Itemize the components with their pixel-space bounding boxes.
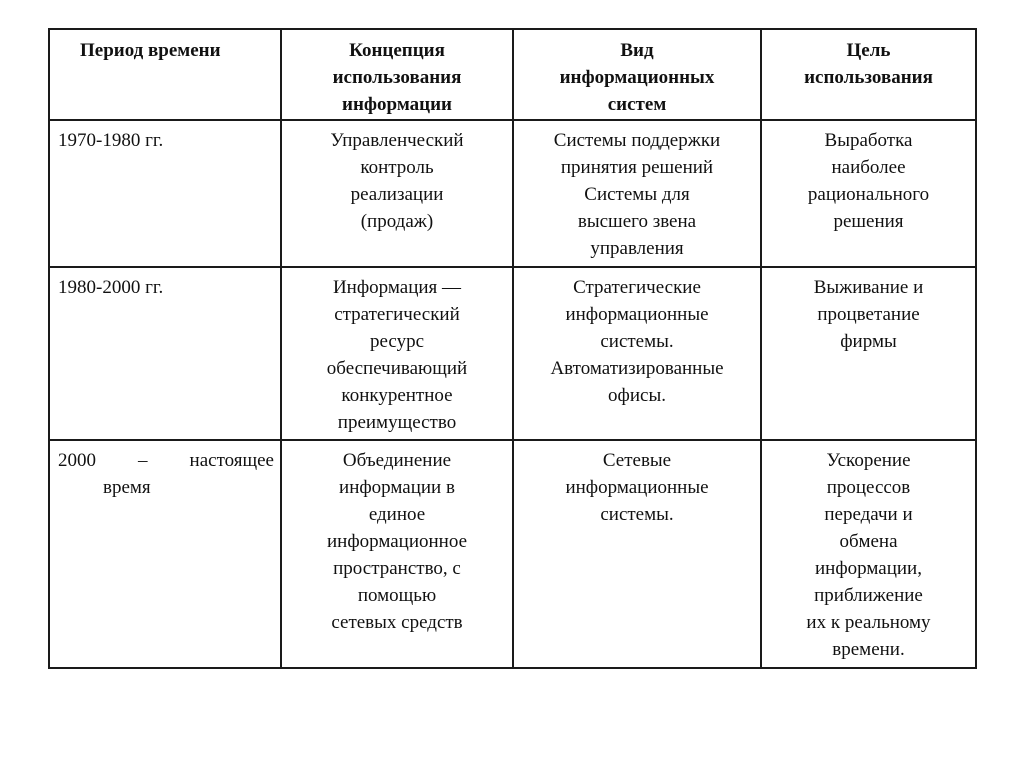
cell-goal: Ускорение процессов передачи и обмена информации, приближение их к реальному времени.	[761, 440, 976, 668]
info-systems-table	[48, 28, 977, 669]
cell-period: 2000 – настоящее время	[49, 440, 281, 668]
table-row	[49, 267, 976, 440]
cell-period: 1970-1980 гг.	[49, 120, 281, 267]
cell-system-type: Системы поддержки принятия решений Системы для высшего звена управления	[513, 120, 761, 267]
cell-period: 1980-2000 гг.	[49, 267, 281, 440]
header-system-type: Вид информационных систем	[513, 29, 761, 120]
cell-system-type: Сетевые информационные системы.	[513, 440, 761, 668]
cell-concept: Информация — стратегический ресурс обеспечивающий конкурентное преимущество	[281, 267, 513, 440]
cell-concept: Управленческий контроль реализации (продаж)	[281, 120, 513, 267]
header-concept: Концепция использования информации	[281, 29, 513, 120]
cell-concept: Объединение информации в единое информационное пространство, с помощью сетевых средств	[281, 440, 513, 668]
header-row	[49, 29, 976, 120]
table-row	[49, 120, 976, 267]
cell-goal: Выживание и процветание фирмы	[761, 267, 976, 440]
cell-goal: Выработка наиболее рационального решения	[761, 120, 976, 267]
table-row	[49, 440, 976, 668]
header-goal: Цель использования	[761, 29, 976, 120]
period-first-line: 2000 – настоящее	[58, 450, 274, 471]
cell-system-type: Стратегические информационные системы. Автоматизированные офисы.	[513, 267, 761, 440]
header-period: Период времени	[49, 29, 281, 120]
